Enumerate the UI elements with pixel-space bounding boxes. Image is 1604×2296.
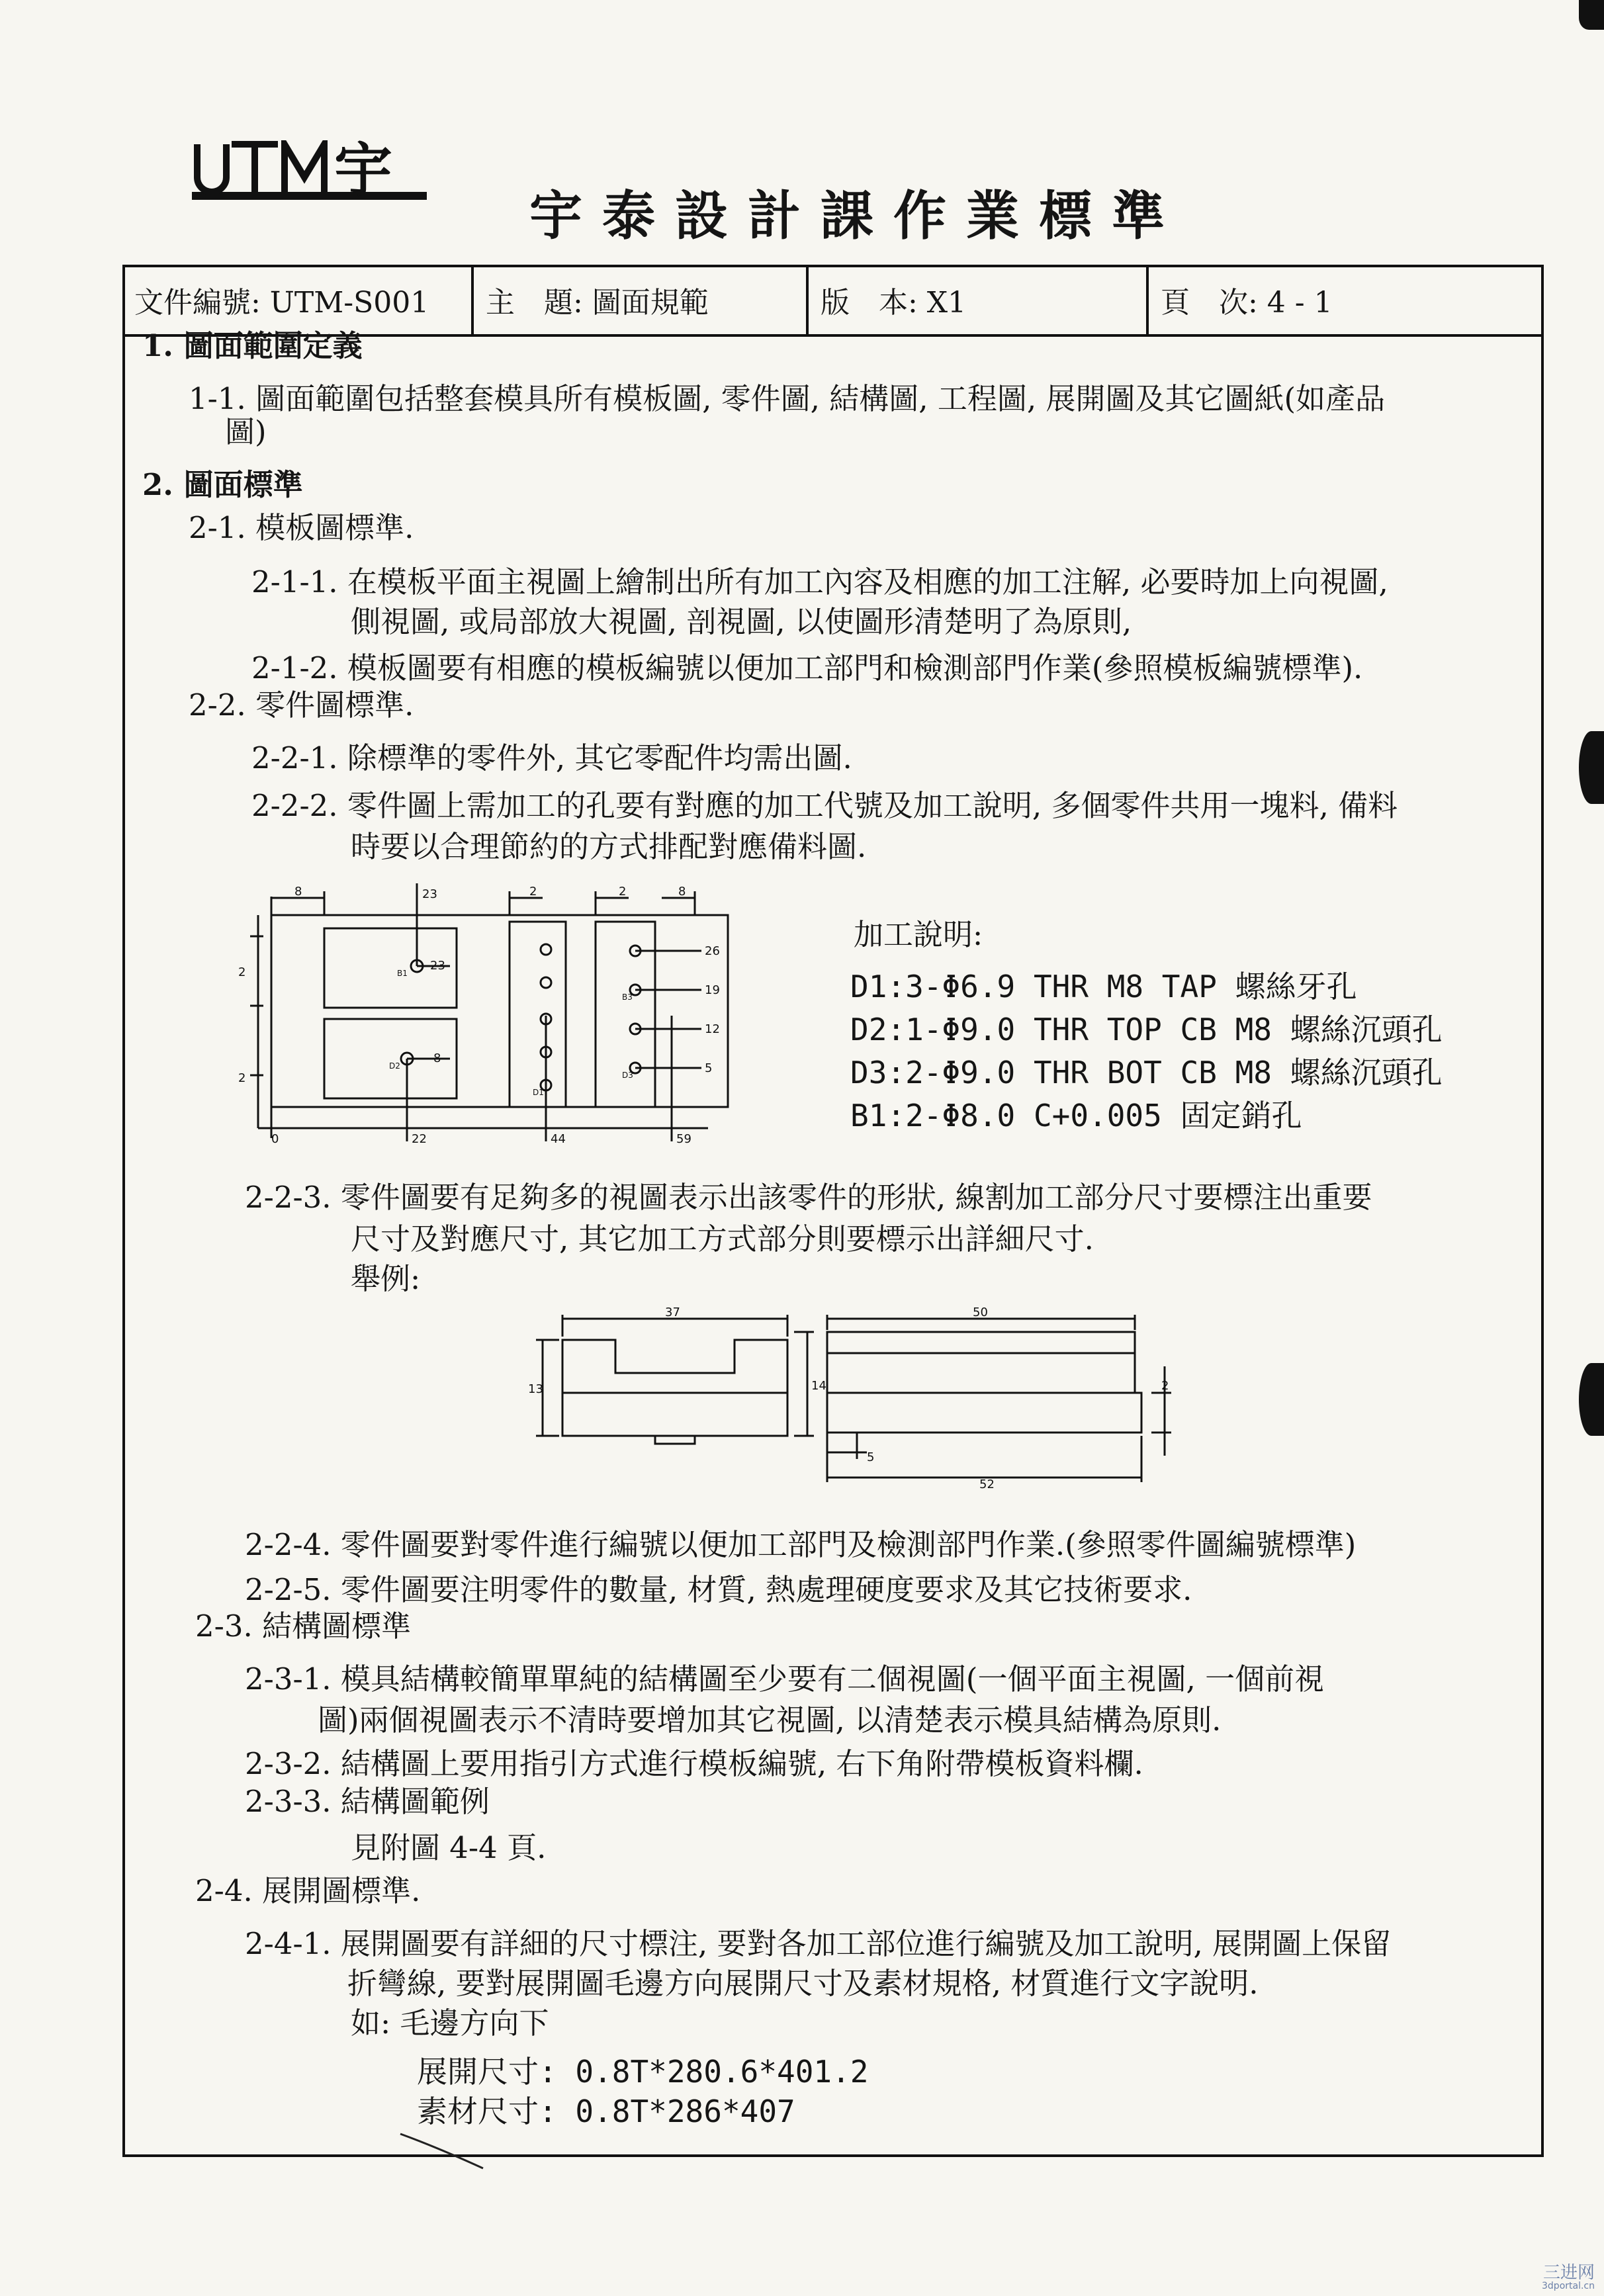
doc-number: 文件編號: UTM-S001 — [134, 285, 429, 320]
para-2-2-4: 2-2-4. 零件圖要對零件進行編號以便加工部門及檢測部門作業.(參照零件圖編號標準) — [245, 1527, 1357, 1562]
page-number: 頁 次: 4 - 1 — [1161, 285, 1333, 320]
para-1-1: 1-1. 圖面範圍包括整套模具所有模板圖, 零件圖, 結構圖, 工程圖, 展開圖及其它圖紙(如產品 — [189, 381, 1386, 416]
dim-label: 8 — [678, 885, 686, 899]
dim-label: 2 — [238, 1071, 246, 1085]
para-2-3-1-cont: 圖)兩個視圖表示不清時要增加其它視圖, 以清楚表示模具結構為原則. — [318, 1702, 1222, 1738]
dim-label: 2 — [529, 885, 537, 899]
dim-label: 52 — [979, 1478, 995, 1491]
para-2-2: 2-2. 零件圖標準. — [189, 687, 414, 723]
document-title: 宇泰設計課作業標準 — [529, 185, 1184, 247]
dim-label: 2 — [238, 965, 246, 979]
dim-label: 22 — [412, 1132, 427, 1145]
para-1-1-cont: 圖) — [225, 414, 267, 449]
dim-label: 13 — [528, 1382, 543, 1396]
para-2-1-1-cont: 側視圖, 或局部放大視圖, 剖視圖, 以使圖形清楚明了為原則, — [351, 604, 1132, 639]
dim-label: 2 — [619, 885, 627, 899]
version: 版 本: X1 — [821, 285, 967, 320]
section-1-heading: 1. 圖面範圍定義 — [142, 328, 363, 363]
unfold-size: 展開尺寸: 0.8T*280.6*401.2 — [417, 2054, 869, 2090]
dim-label: 5 — [867, 1450, 875, 1464]
dim-label: 14 — [811, 1379, 826, 1393]
part-views-drawing — [523, 1300, 1191, 1492]
see-attached-note: 見附圖 4-4 頁. — [351, 1830, 547, 1865]
para-2-2-1: 2-2-1. 除標準的零件外, 其它零配件均需出圖. — [251, 740, 852, 775]
para-2-3-1: 2-3-1. 模具結構較簡單單純的結構圖至少要有二個視圖(一個平面主視圖, 一個前視 — [245, 1661, 1325, 1697]
machining-row-d2: D2:1-Φ9.0 THR TOP CB M8 螺絲沉頭孔 — [850, 1012, 1443, 1047]
svg-text:宇: 宇 — [334, 140, 393, 204]
dim-label: 50 — [973, 1305, 988, 1319]
watermark — [1542, 2264, 1595, 2291]
hole-label: B3 — [622, 993, 633, 1002]
section-2-heading: 2. 圖面標準 — [142, 467, 303, 502]
punch-hole-mark — [1579, 1363, 1604, 1436]
para-2-2-2: 2-2-2. 零件圖上需加工的孔要有對應的加工代號及加工說明, 多個零件共用一塊料, 備料 — [251, 788, 1398, 823]
dim-label: 23 — [430, 959, 445, 973]
hole-label: B1 — [397, 969, 408, 978]
dim-label: 2 — [1161, 1379, 1169, 1393]
para-2-2-3-cont: 尺寸及對應尺寸, 其它加工方式部分則要標示出詳細尺寸. — [351, 1221, 1094, 1257]
dim-label: 8 — [433, 1051, 441, 1065]
para-2-3: 2-3. 結構圖標準 — [195, 1609, 412, 1644]
para-2-1-1: 2-1-1. 在模板平面主視圖上繪制出所有加工內容及相應的加工注解, 必要時加上向視圖, — [251, 564, 1388, 599]
dim-label: 44 — [551, 1132, 566, 1145]
dim-label: 0 — [271, 1132, 279, 1145]
para-2-2-3: 2-2-3. 零件圖要有足夠多的視圖表示出該零件的形狀, 線割加工部分尺寸要標注出重要 — [245, 1180, 1372, 1215]
dim-label: 37 — [665, 1305, 680, 1319]
dim-label: 12 — [705, 1022, 720, 1036]
para-2-4-1-cont: 折彎線, 要對展開圖毛邊方向展開尺寸及素材規格, 材質進行文字說明. — [347, 1966, 1259, 2001]
dim-label: 5 — [705, 1061, 713, 1075]
para-2-3-3: 2-3-3. 結構圖範例 — [245, 1784, 490, 1819]
dim-label: 26 — [705, 944, 720, 958]
subject: 主 題: 圖面規範 — [486, 285, 709, 320]
para-2-2-5: 2-2-5. 零件圖要注明零件的數量, 材質, 熱處理硬度要求及其它技術要求. — [245, 1572, 1192, 1607]
watermark-name: 三进网 — [1542, 2263, 1595, 2283]
para-2-1: 2-1. 模板圖標準. — [189, 510, 414, 545]
para-2-3-2: 2-3-2. 結構圖上要用指引方式進行模板編號, 右下角附帶模板資料欄. — [245, 1746, 1143, 1781]
plate-layout-drawing — [238, 883, 741, 1145]
machining-row-d1: D1:3-Φ6.9 THR M8 TAP 螺絲牙孔 — [850, 969, 1357, 1004]
edge-mark — [1579, 0, 1604, 30]
para-2-2-2-cont: 時要以合理節約的方式排配對應備料圖. — [351, 829, 867, 864]
utm-logo — [192, 140, 427, 206]
para-2-4: 2-4. 展開圖標準. — [195, 1873, 421, 1908]
punch-hole-mark — [1579, 731, 1604, 804]
material-size: 素材尺寸: 0.8T*286*407 — [417, 2094, 795, 2129]
hole-label: D2 — [389, 1061, 400, 1071]
machining-title: 加工說明: — [854, 917, 983, 952]
machining-row-b1: B1:2-Φ8.0 C+0.005 固定銷孔 — [850, 1098, 1302, 1133]
dim-label: 19 — [705, 983, 720, 997]
example-burr-direction: 如: 毛邊方向下 — [351, 2006, 549, 2041]
pen-stroke-mark — [397, 2127, 490, 2174]
hole-label: D1 — [533, 1088, 544, 1097]
example-label: 舉例: — [351, 1261, 421, 1296]
dim-label: 8 — [294, 885, 302, 899]
para-2-4-1: 2-4-1. 展開圖要有詳細的尺寸標注, 要對各加工部位進行編號及加工說明, 展開圖上保留 — [245, 1926, 1392, 1961]
dim-label: 59 — [676, 1132, 691, 1145]
machining-row-d3: D3:2-Φ9.0 THR BOT CB M8 螺絲沉頭孔 — [850, 1055, 1443, 1090]
watermark-url: 3dportal.cn — [1542, 2281, 1595, 2291]
dim-label: 23 — [422, 887, 437, 901]
para-2-1-2: 2-1-2. 模板圖要有相應的模板編號以便加工部門和檢測部門作業(參照模板編號標準). — [251, 650, 1363, 685]
hole-label: D3 — [622, 1071, 633, 1080]
